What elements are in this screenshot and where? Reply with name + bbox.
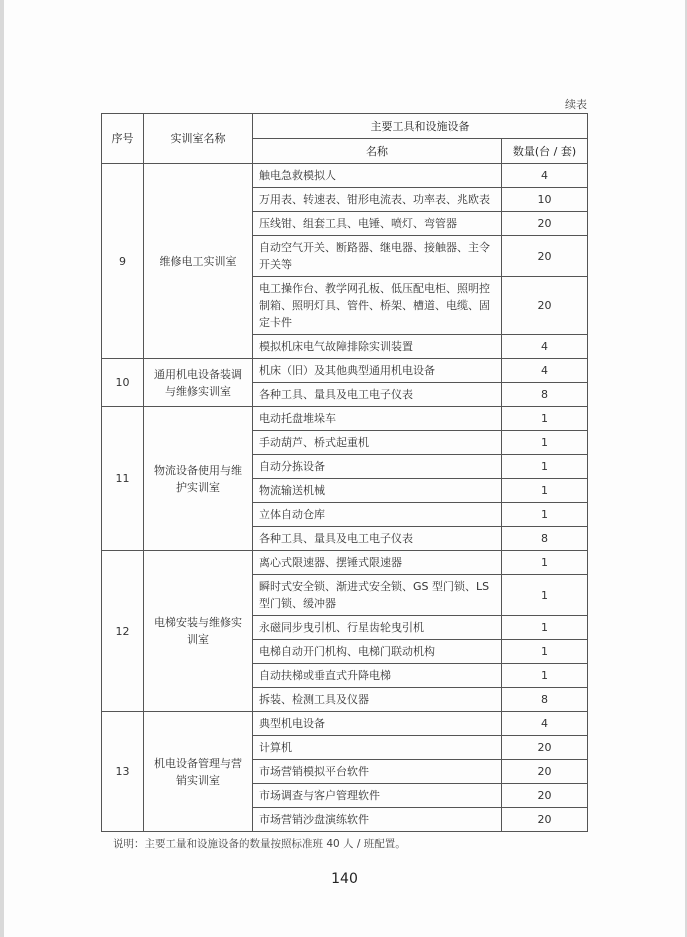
quantity-cell: 1	[502, 664, 588, 688]
equipment-name-cell: 触电急救模拟人	[253, 164, 502, 188]
page-number: 140	[331, 871, 358, 887]
table-row	[102, 407, 588, 431]
header-equipment-group: 主要工具和设施设备	[253, 114, 588, 139]
quantity-cell: 1	[502, 575, 588, 616]
equipment-name-cell: 市场营销沙盘演练软件	[253, 808, 502, 832]
seq-cell: 10	[102, 359, 144, 407]
quantity-cell: 1	[502, 455, 588, 479]
quantity-cell: 20	[502, 277, 588, 335]
quantity-cell: 20	[502, 808, 588, 832]
table-row	[102, 164, 588, 188]
continued-label: 续表	[565, 98, 587, 111]
quantity-cell: 1	[502, 551, 588, 575]
room-name-cell: 物流设备使用与维护实训室	[144, 407, 253, 551]
room-name-cell: 机电设备管理与营销实训室	[144, 712, 253, 832]
table-row	[102, 551, 588, 575]
equipment-name-cell: 永磁同步曳引机、行星齿轮曳引机	[253, 616, 502, 640]
equipment-name-cell: 自动分拣设备	[253, 455, 502, 479]
table-row	[102, 712, 588, 736]
equipment-name-cell: 各种工具、量具及电工电子仪表	[253, 383, 502, 407]
quantity-cell: 1	[502, 640, 588, 664]
quantity-cell: 1	[502, 407, 588, 431]
equipment-name-cell: 各种工具、量具及电工电子仪表	[253, 527, 502, 551]
quantity-cell: 20	[502, 736, 588, 760]
quantity-cell: 4	[502, 335, 588, 359]
quantity-cell: 8	[502, 688, 588, 712]
header-room: 实训室名称	[144, 114, 253, 164]
quantity-cell: 20	[502, 760, 588, 784]
equipment-name-cell: 物流输送机械	[253, 479, 502, 503]
equipment-name-cell: 自动空气开关、断路器、继电器、接触器、主令开关等	[253, 236, 502, 277]
quantity-cell: 4	[502, 359, 588, 383]
room-name-cell: 电梯安装与维修实训室	[144, 551, 253, 712]
quantity-cell: 20	[502, 784, 588, 808]
equipment-name-cell: 计算机	[253, 736, 502, 760]
quantity-cell: 8	[502, 527, 588, 551]
table-body	[102, 164, 588, 832]
table-row	[102, 359, 588, 383]
quantity-cell: 1	[502, 431, 588, 455]
seq-cell: 9	[102, 164, 144, 359]
equipment-name-cell: 压线钳、组套工具、电锤、喷灯、弯管器	[253, 212, 502, 236]
quantity-cell: 20	[502, 212, 588, 236]
equipment-name-cell: 手动葫芦、桥式起重机	[253, 431, 502, 455]
equipment-name-cell: 离心式限速器、摆锤式限速器	[253, 551, 502, 575]
equipment-name-cell: 电工操作台、教学网孔板、低压配电柜、照明控制箱、照明灯具、管件、桥架、槽道、电缆、固定卡件	[253, 277, 502, 335]
seq-cell: 13	[102, 712, 144, 832]
equipment-name-cell: 瞬时式安全锁、渐进式安全锁、GS 型门锁、LS 型门锁、缓冲器	[253, 575, 502, 616]
equipment-name-cell: 模拟机床电气故障排除实训装置	[253, 335, 502, 359]
equipment-name-cell: 机床（旧）及其他典型通用机电设备	[253, 359, 502, 383]
equipment-name-cell: 拆装、检测工具及仪器	[253, 688, 502, 712]
equipment-name-cell: 典型机电设备	[253, 712, 502, 736]
seq-cell: 12	[102, 551, 144, 712]
equipment-name-cell: 电梯自动开门机构、电梯门联动机构	[253, 640, 502, 664]
quantity-cell: 1	[502, 503, 588, 527]
room-name-cell: 维修电工实训室	[144, 164, 253, 359]
equipment-name-cell: 立体自动仓库	[253, 503, 502, 527]
header-name: 名称	[253, 139, 502, 164]
quantity-cell: 4	[502, 712, 588, 736]
header-qty: 数量(台 / 套)	[502, 139, 588, 164]
equipment-table	[101, 113, 588, 832]
document-page	[4, 0, 685, 937]
equipment-name-cell: 市场营销模拟平台软件	[253, 760, 502, 784]
quantity-cell: 20	[502, 236, 588, 277]
quantity-cell: 10	[502, 188, 588, 212]
equipment-name-cell: 电动托盘堆垛车	[253, 407, 502, 431]
quantity-cell: 1	[502, 479, 588, 503]
equipment-name-cell: 自动扶梯或垂直式升降电梯	[253, 664, 502, 688]
room-name-cell: 通用机电设备装调与维修实训室	[144, 359, 253, 407]
header-seq: 序号	[102, 114, 144, 164]
quantity-cell: 8	[502, 383, 588, 407]
quantity-cell: 1	[502, 616, 588, 640]
equipment-name-cell: 市场调查与客户管理软件	[253, 784, 502, 808]
equipment-name-cell: 万用表、转速表、钳形电流表、功率表、兆欧表	[253, 188, 502, 212]
seq-cell: 11	[102, 407, 144, 551]
quantity-cell: 4	[502, 164, 588, 188]
table-note: 说明：主要工量和设施设备的数量按照标准班 40 人 / 班配置。	[113, 838, 406, 850]
